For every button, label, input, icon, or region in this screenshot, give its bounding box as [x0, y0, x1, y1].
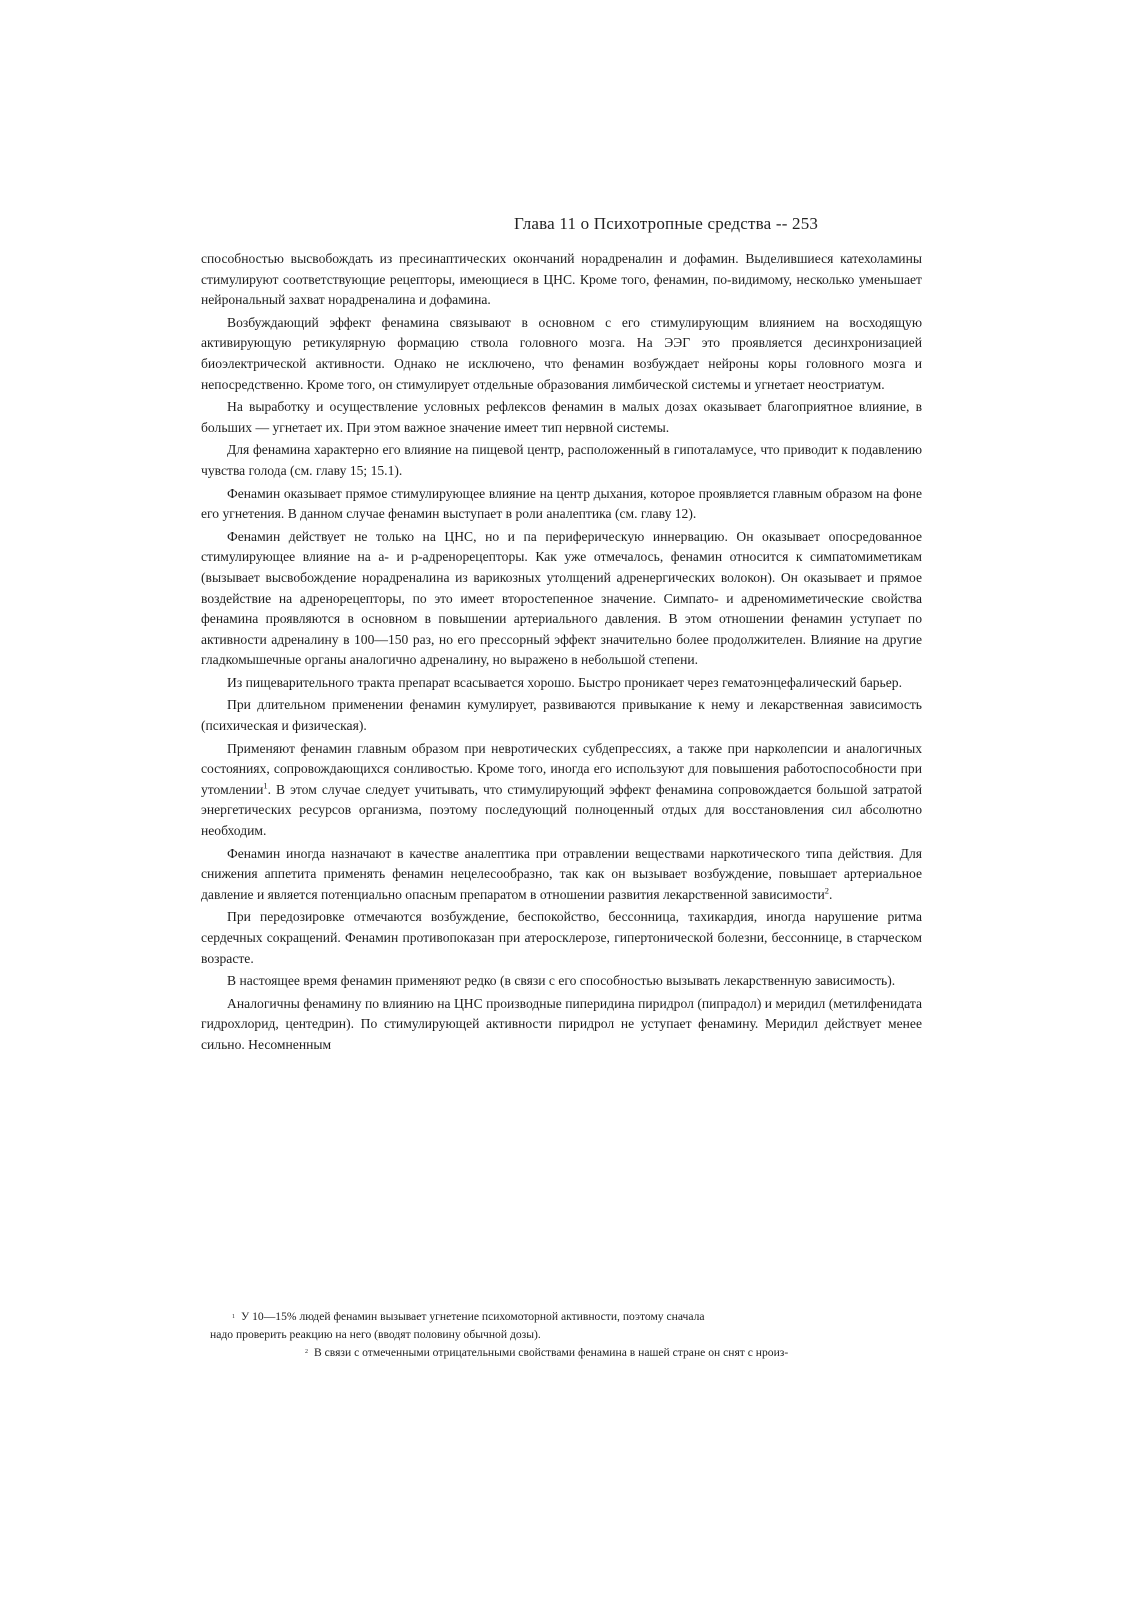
paragraph-10-text: Фенамин иногда назначают в качестве аналептика при отравлении веществами наркотического типа действия. Для снижения аппетита применять фенамин нецелесообразно, так как он вызывает возбуждение, повышает артериальное давление и является потенциально опасным препаратом в отношении развития лекарственной зависимости	[201, 845, 922, 902]
footnote-2	[210, 1344, 922, 1362]
footnotes	[210, 1308, 922, 1362]
paragraph-9	[201, 739, 922, 842]
paragraph-6: Фенамин действует не только на ЦНС, но и па периферическую иннервацию. Он оказывает опосредованное стимулирующее влияние на а- и р-адренорецепторы. Как уже отмечалось, фенамин относится к симпатомиметикам (вызывает высвобождение норадреналина из варикозных утолщений адренергических волокон). Он оказывает и прямое воздействие на адренорецепторы, по это имеет второстепенное значение. Симпато- и адреномиметические свойства фенамина проявляются в основном в повышении артериального давления. В этом отношении фенамин уступает по активности адреналину в 100—150 раз, но его прессорный эффект значительно более продолжителен. Влияние на другие гладкомышечные органы аналогично адреналину, но выражено в небольшой степени.	[201, 528, 922, 668]
paragraph-10-tail: .	[829, 886, 833, 902]
running-header: Глава 11 о Психотропные средства -- 253	[514, 214, 819, 233]
paragraph-13: Аналогичны фенамину по влиянию на ЦНС производные пиперидина пиридрол (пипрадол) и меридил (метилфенидата гидрохлорид, центедрин). По стимулирующей активности пиридрол не уступает фенамину. Меридил действует менее сильно. Несомненным	[201, 995, 922, 1052]
paragraph-9-tail: . В этом случае следует учитывать, что стимулирующий эффект фенамина сопровождается большой затратой энергетических ресурсов организма, поэтому последующий полноценный отдых для восстановления сил абсолютно необходим.	[201, 781, 922, 839]
paragraph-1: способностью высвобождать из пресинаптических окончаний норадреналин и дофамин. Выделившиеся катехоламины стимулируют соответствующие рецепторы, имеющиеся в ЦНС. Кроме того, фенамин, по-видимому, несколько уменьшает нейрональный захват норадреналина и дофамина.	[201, 251, 922, 308]
paragraph-9-text: Применяют фенамин главным образом при невротических субдепрессиях, а также при нарколепсии и аналогичных состояниях, сопровождающихся сонливостью. Кроме того, иногда его используют для повышения работоспособности при утомлении	[201, 740, 922, 797]
body-text	[201, 249, 922, 1058]
paragraph-8: При длительном применении фенамин кумулирует, развиваются привыкание к нему и лекарственная зависимость (психическая и физическая).	[201, 697, 922, 734]
footnote-1-first-line	[210, 1308, 922, 1326]
footnote-1-number: 1	[232, 1313, 235, 1320]
footnote-ref-2[interactable]: 2	[824, 885, 830, 896]
footnote-2-text: В связи с отмеченными отрицательными свойствами фенамина в нашей стране он снят с нроиз-	[314, 1345, 789, 1359]
paragraph-12: В настоящее время фенамин применяют редко (в связи с его способностью вызывать лекарственную зависимость).	[227, 973, 896, 989]
paragraph-5: Фенамин оказывает прямое стимулирующее влияние на центр дыхания, которое проявляется главным образом на фоне его угнетения. В данном случае фенамин выступает в роли аналептика (см. главу 12).	[201, 485, 922, 522]
paragraph-7: Из пищеварительного тракта препарат всасывается хорошо. Быстро проникает через гематоэнцефалический барьер.	[227, 674, 902, 690]
paragraph-4: Для фенамина характерно его влияние на пищевой центр, расположенный в гипоталамусе, что приводит к подавлению чувства голода (см. главу 15; 15.1).	[201, 442, 922, 478]
footnote-1-text: У 10—15% людей фенамин вызывает угнетение психомоторной активности, поэтому сначала	[241, 1310, 705, 1323]
footnote-2-number: 2	[305, 1349, 308, 1356]
paragraph-3: На выработку и осуществление условных рефлексов фенамин в малых дозах оказывает благоприятное влияние, в больших — угнетает их. При этом важное значение имеет тип нервной системы.	[201, 399, 922, 435]
paragraph-11: При передозировке отмечаются возбуждение, беспокойство, бессонница, тахикардия, иногда нарушение ритма сердечных сокращений. Фенамин противопоказан при атеросклерозе, гипертонической болезни, бессоннице, в старческом возрасте.	[201, 909, 922, 966]
footnote-ref-1[interactable]: 1	[263, 780, 268, 791]
paragraph-2: Возбуждающий эффект фенамина связывают в основном с его стимулирующим влиянием на восходящую активирующую ретикулярную формацию ствола головного мозга. На ЭЭГ это проявляется десинхронизацией биоэлектрической активности. Однако не исключено, что фенамин возбуждает нейроны коры головного мозга и непосредственно. Кроме того, он стимулирует отдельные образования лимбической системы и угнетает неостриатум.	[201, 314, 922, 392]
paragraph-10	[201, 844, 922, 906]
footnote-1-continuation: надо проверить реакцию на него (вводят половину обычной дозы).	[210, 1328, 541, 1342]
footnote-1	[210, 1308, 922, 1344]
